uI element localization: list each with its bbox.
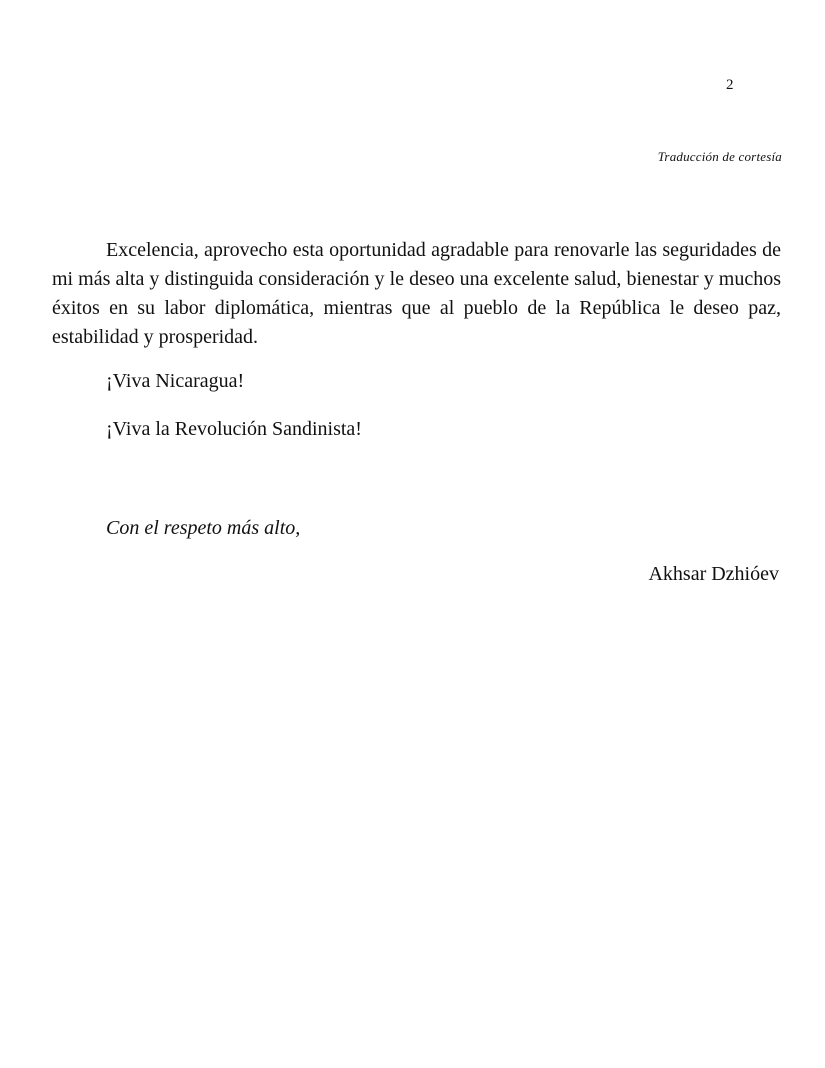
page-number: 2 (726, 77, 734, 93)
closing-salutation: Con el respeto más alto, (106, 517, 301, 539)
signature-name: Akhsar Dzhióev (648, 563, 779, 585)
letter-body-paragraph: Excelencia, aprovecho esta oportunidad agradable para renovarle las seguridades de mi más alta y distinguida consideración y le deseo una excelente salud, bienestar y muchos éxitos en su labor diplomática, mientras que al pueblo de la República le deseo paz, estabilidad y prosperidad. (52, 239, 781, 348)
exclamation-viva-revolucion: ¡Viva la Revolución Sandinista! (106, 418, 362, 440)
courtesy-translation-note: Traducción de cortesía (657, 149, 782, 164)
exclamation-viva-nicaragua: ¡Viva Nicaragua! (106, 370, 245, 392)
